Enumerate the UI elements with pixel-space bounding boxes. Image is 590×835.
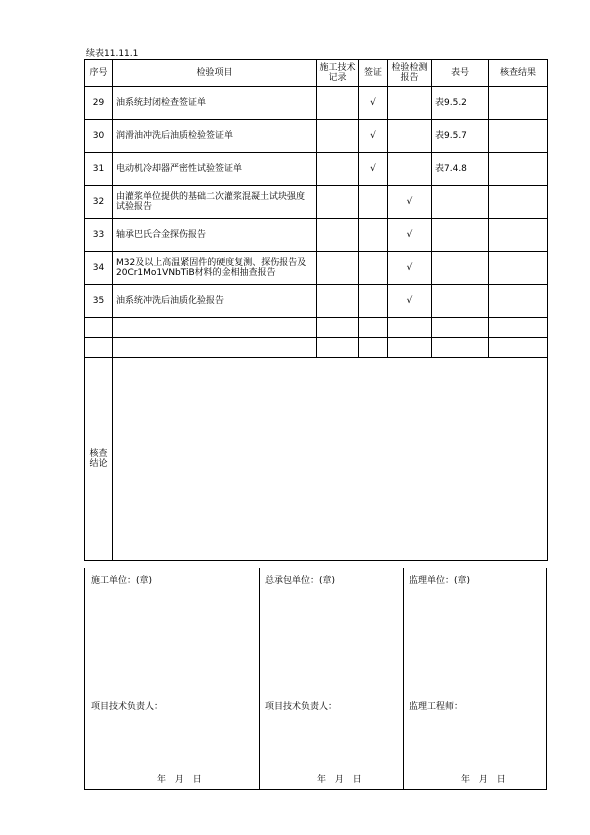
contractor-person-label: 项目技术负责人： <box>91 702 164 712</box>
row-report: √ <box>388 285 432 318</box>
row-form <box>432 285 489 318</box>
empty-cell <box>432 338 489 358</box>
header-check-result: 核查结果 <box>489 60 548 87</box>
row-construction <box>317 219 359 252</box>
row-seq: 32 <box>85 186 113 219</box>
row-visa: √ <box>359 87 388 120</box>
contractor-column <box>85 568 260 789</box>
table-row <box>85 285 548 318</box>
contractor-date: 年 月 日 <box>157 775 202 785</box>
row-visa <box>359 285 388 318</box>
row-seq: 33 <box>85 219 113 252</box>
header-seq: 序号 <box>85 60 113 87</box>
conclusion-label: 核查 结论 <box>85 358 113 561</box>
empty-cell <box>388 338 432 358</box>
table-row <box>85 219 548 252</box>
row-item: M32及以上高温紧固件的硬度复测、探伤报告及20Cr1Mo1VNbTiB材料的金相抽查报告 <box>113 252 317 285</box>
empty-cell <box>489 318 548 338</box>
row-construction <box>317 153 359 186</box>
row-item: 电动机冷却器严密性试验签证单 <box>113 153 317 186</box>
general-contractor-date: 年 月 日 <box>317 775 362 785</box>
row-item: 油系统封闭检查签证单 <box>113 87 317 120</box>
row-visa: √ <box>359 153 388 186</box>
row-seq: 34 <box>85 252 113 285</box>
table-header-row <box>85 60 548 87</box>
row-item: 由灌浆单位提供的基础二次灌浆混凝土试块强度试验报告 <box>113 186 317 219</box>
row-form <box>432 186 489 219</box>
row-form <box>432 219 489 252</box>
row-form: 表9.5.2 <box>432 87 489 120</box>
contractor-unit-label: 施工单位：(章) <box>91 576 153 586</box>
table-row <box>85 186 548 219</box>
row-visa <box>359 186 388 219</box>
row-visa: √ <box>359 120 388 153</box>
supervision-column <box>403 568 546 789</box>
row-report <box>388 120 432 153</box>
row-report <box>388 87 432 120</box>
supervision-unit-label: 监理单位：(章) <box>409 576 471 586</box>
table-row <box>85 153 548 186</box>
row-result <box>489 153 548 186</box>
row-construction <box>317 186 359 219</box>
header-inspection-report: 检验检测 报告 <box>388 60 432 87</box>
row-result <box>489 252 548 285</box>
empty-cell <box>317 338 359 358</box>
header-construction-record: 施工技术 记录 <box>317 60 359 87</box>
row-report: √ <box>388 186 432 219</box>
row-result <box>489 285 548 318</box>
row-result <box>489 186 548 219</box>
row-result <box>489 87 548 120</box>
empty-cell <box>85 318 113 338</box>
row-construction <box>317 252 359 285</box>
general-contractor-person-label: 项目技术负责人： <box>265 702 338 712</box>
row-construction <box>317 285 359 318</box>
row-form <box>432 252 489 285</box>
empty-cell <box>489 338 548 358</box>
row-result <box>489 120 548 153</box>
inspection-table <box>84 59 548 561</box>
empty-cell <box>317 318 359 338</box>
empty-cell <box>359 338 388 358</box>
table-row <box>85 252 548 285</box>
empty-row <box>85 338 548 358</box>
row-report: √ <box>388 219 432 252</box>
empty-cell <box>388 318 432 338</box>
empty-cell <box>359 318 388 338</box>
row-seq: 30 <box>85 120 113 153</box>
row-report <box>388 153 432 186</box>
supervision-person-label: 监理工程师： <box>409 702 464 712</box>
table-row <box>85 87 548 120</box>
row-form: 表9.5.7 <box>432 120 489 153</box>
empty-cell <box>432 318 489 338</box>
empty-cell <box>113 318 317 338</box>
row-item: 油系统冲洗后油质化验报告 <box>113 285 317 318</box>
general-contractor-unit-label: 总承包单位：(章) <box>265 576 336 586</box>
supervision-date: 年 月 日 <box>461 775 506 785</box>
signature-block <box>84 568 547 790</box>
general-contractor-column <box>259 568 404 789</box>
row-construction <box>317 120 359 153</box>
row-item: 润滑油冲洗后油质检验签证单 <box>113 120 317 153</box>
row-visa <box>359 219 388 252</box>
conclusion-row <box>85 358 548 561</box>
row-construction <box>317 87 359 120</box>
row-form: 表7.4.8 <box>432 153 489 186</box>
table-row <box>85 120 548 153</box>
row-result <box>489 219 548 252</box>
empty-cell <box>85 338 113 358</box>
empty-cell <box>113 338 317 358</box>
header-visa: 签证 <box>359 60 388 87</box>
conclusion-area <box>113 358 548 561</box>
header-item: 检验项目 <box>113 60 317 87</box>
row-seq: 31 <box>85 153 113 186</box>
row-visa <box>359 252 388 285</box>
row-item: 轴承巴氏合金探伤报告 <box>113 219 317 252</box>
row-seq: 35 <box>85 285 113 318</box>
row-report: √ <box>388 252 432 285</box>
empty-row <box>85 318 548 338</box>
header-form-number: 表号 <box>432 60 489 87</box>
table-caption: 续表11.11.1 <box>86 49 139 59</box>
row-seq: 29 <box>85 87 113 120</box>
